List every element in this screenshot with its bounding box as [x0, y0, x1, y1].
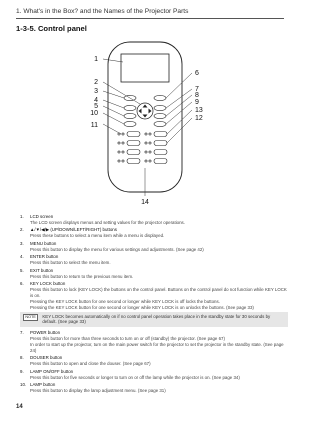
list-item	[20, 382, 288, 394]
note-text: KEY LOCK becomes automatically on if no control panel operation takes place in the standby state for 30 seconds by default. (See page 33)	[42, 313, 271, 325]
item-title: LCD screen	[30, 214, 54, 219]
item-description: Pressing the KEY LOCK button for one second or longer while KEY LOCK is on unlocks the buttons. (See page 33)	[30, 304, 254, 310]
key-lock-button	[154, 95, 166, 100]
list-item	[20, 330, 288, 354]
item-title: ENTER button	[30, 254, 59, 260]
item-title: LAMP button	[30, 382, 56, 388]
callout-9: 9	[195, 99, 199, 106]
item-description: Press this button to display the menu for various settings and adjustments. (See page 42)	[30, 246, 204, 252]
item-title: POWER button	[30, 330, 61, 336]
item-number: 8.	[20, 355, 24, 361]
item-number: 10.	[20, 382, 27, 388]
item-title: ▲/▼/◀/▶ (UP/DOWN/LEFT/RIGHT) buttons	[30, 227, 117, 233]
item-number: 3.	[20, 240, 24, 246]
item-description: Press this button to return to the previous menu item.	[30, 273, 134, 279]
section-title: 1-3-5. Control panel	[16, 24, 87, 33]
callout-13: 13	[195, 107, 203, 114]
item-description: Press this button for more than three seconds to turn on or off (standby) the projector. (See page 67)	[30, 336, 225, 342]
item-list	[20, 214, 288, 396]
item-description: Press this button to select the menu item.	[30, 260, 111, 266]
callout-3: 3	[94, 88, 98, 95]
control-panel-diagram	[0, 0, 300, 212]
item-title: LAMP ON/OFF button	[30, 368, 74, 374]
callout-2: 2	[94, 79, 98, 86]
list-item	[20, 369, 288, 381]
power-button	[154, 105, 166, 110]
list-item	[20, 254, 288, 266]
item-title: EXIT button	[30, 267, 54, 273]
list-item	[20, 227, 288, 239]
lamp-button	[124, 121, 136, 126]
page-number: 14	[16, 404, 23, 410]
item-description: Press this button to open and close the douser. (See page 67)	[30, 361, 151, 367]
callout-7: 7	[195, 86, 199, 93]
chapter-header: 1. What's in the Box? and the Names of the Projector Parts	[16, 8, 189, 15]
item-title: MENU button	[30, 240, 57, 246]
callout-14: 14	[141, 199, 149, 206]
note-tag: NOTE	[23, 314, 38, 321]
item-description: Press this button for five seconds or longer to turn on or off the lamp while the projector is on. (See page 34)	[30, 374, 240, 380]
item-description: Press these buttons to select a menu item while a menu is displayed.	[30, 233, 165, 239]
callout-6: 6	[195, 70, 199, 77]
item-title: DOUSER button	[30, 355, 63, 361]
item-number: 9.	[20, 368, 24, 374]
note-box	[20, 312, 288, 327]
item-description: Press this button to lock (KEY LOCK) the buttons on the control panel. Buttons on the control panel do not function while KEY LOCK is on.	[30, 286, 287, 298]
callout-8: 8	[195, 92, 199, 99]
item-description: Press this button to display the lamp adjustment menu. (See page 31)	[30, 388, 166, 394]
item-number: 2.	[20, 227, 24, 233]
enter-button	[124, 105, 136, 110]
list-item	[20, 268, 288, 280]
list-item	[20, 355, 288, 367]
item-number: 4.	[20, 254, 24, 260]
item-title: KEY LOCK button	[30, 281, 66, 287]
item-description: The LCD screen displays menus and setting values for the projector operations.	[30, 219, 185, 225]
callout-5: 5	[94, 103, 98, 110]
list-item	[20, 241, 288, 253]
callout-4: 4	[94, 97, 98, 104]
list-item	[20, 281, 288, 311]
item-description: Pressing the KEY LOCK button for one second or longer while KEY LOCK is off locks the buttons.	[30, 298, 220, 304]
lcd-screen	[121, 54, 169, 82]
item-number: 5.	[20, 267, 24, 273]
callout-12: 12	[195, 115, 203, 122]
item-number: 6.	[20, 281, 24, 287]
douser-button	[154, 113, 166, 118]
item-description: In order to start up the projector, turn on the main power switch for the projector to set the projector in the standby state. (See page 24)	[30, 341, 284, 353]
list-item	[20, 214, 288, 226]
exit-button	[124, 113, 136, 118]
callout-1: 1	[94, 56, 98, 63]
callout-10: 10	[90, 110, 98, 117]
callout-11: 11	[90, 122, 98, 129]
lamp-on-off-button	[154, 121, 166, 126]
item-number: 7.	[20, 330, 24, 336]
item-number: 1.	[20, 214, 24, 219]
